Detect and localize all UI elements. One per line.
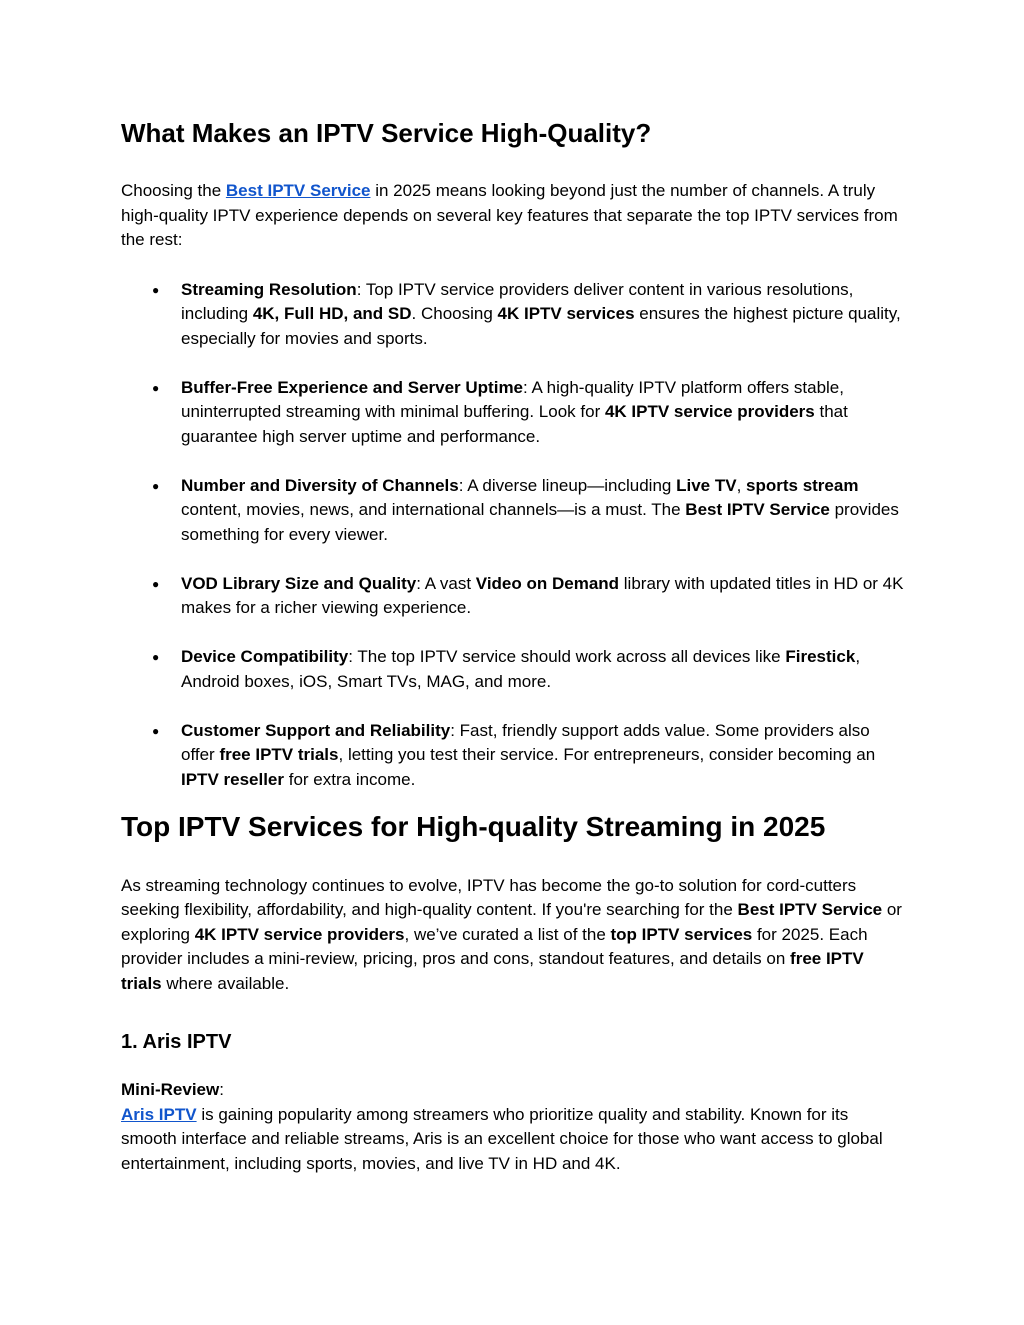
services-bold: top IPTV services (610, 924, 753, 944)
feature-item-streaming-resolution (121, 278, 907, 352)
feature-text: ensures the highest picture quality, especially for movies and sports. (181, 304, 901, 348)
aris-review-text: is gaining popularity among streamers who prioritize quality and stability. Known for its smooth interface and reliable streams, Aris is an excellent choice for those who want access to global entertainment, including sports, movies, and live TV in HD and 4K. (121, 1104, 883, 1173)
feature-text: that guarantee high server uptime and performance. (181, 402, 848, 446)
bullet-icon: ● (152, 723, 160, 738)
feature-text: , letting you test their service. For entrepreneurs, consider becoming an (338, 745, 876, 765)
feature-text: : A high-quality IPTV platform offers stable, uninterrupted streaming with minimal buffering. Look for (181, 377, 844, 422)
feature-text: , Android boxes, iOS, Smart TVs, MAG, and more. (181, 647, 861, 691)
services-bold: free IPTV trials (121, 949, 864, 993)
feature-item-buffer-free (121, 376, 907, 450)
feature-bold: 4K IPTV services (497, 304, 635, 324)
intro-text-1: Choosing the (121, 181, 226, 201)
feature-item-channels (121, 474, 907, 548)
feature-title: Number and Diversity of Channels (181, 475, 459, 495)
section-heading-top-services: Top IPTV Services for High-quality Streaming in 2025 (121, 811, 826, 843)
feature-bold: IPTV reseller (181, 769, 285, 789)
feature-title: Buffer-Free Experience and Server Uptime (181, 377, 524, 397)
feature-item-vod-library (121, 572, 907, 621)
feature-text: content, movies, news, and international channels—is a must. The (181, 500, 686, 520)
feature-text: : A diverse lineup—including (458, 475, 677, 495)
feature-text: : The top IPTV service should work across all devices like (348, 647, 786, 667)
feature-item-device-compatibility (121, 645, 907, 694)
aris-iptv-link[interactable]: Aris IPTV (121, 1104, 197, 1124)
services-bold: Best IPTV Service (737, 900, 883, 920)
feature-title: Customer Support and Reliability (181, 720, 451, 740)
feature-text: : A vast (416, 573, 476, 593)
feature-bold: Video on Demand (475, 573, 620, 593)
feature-text: : Top IPTV service providers deliver content in various resolutions, including (181, 279, 854, 324)
document-content (121, 118, 907, 1176)
bullet-icon: ● (152, 380, 160, 395)
bullet-icon: ● (152, 576, 160, 591)
services-text: for 2025. Each provider includes a mini-review, pricing, pros and cons, standout features, and details on (121, 924, 868, 969)
feature-bold: Live TV (676, 475, 737, 495)
mini-review-label: Mini-Review (121, 1080, 220, 1100)
feature-text: , (736, 475, 747, 495)
section-heading-quality: What Makes an IPTV Service High-Quality? (121, 118, 652, 148)
feature-text: : Fast, friendly support adds value. Some providers also offer (181, 720, 870, 765)
bullet-icon: ● (152, 282, 160, 297)
feature-bold: free IPTV trials (219, 745, 339, 765)
feature-text: library with updated titles in HD or 4K makes for a richer viewing experience. (181, 573, 904, 618)
feature-title: Device Compatibility (181, 647, 349, 667)
feature-bold: 4K IPTV service providers (604, 402, 815, 422)
services-text: or exploring (121, 900, 902, 944)
mini-review-colon: : (219, 1080, 224, 1100)
bullet-icon: ● (152, 650, 160, 665)
aris-review-paragraph (121, 1103, 907, 1177)
feature-title: Streaming Resolution (181, 279, 357, 299)
feature-bold: sports stream (746, 475, 859, 495)
feature-list (121, 278, 907, 793)
services-text: As streaming technology continues to evolve, IPTV has become the go-to solution for cord-cutters seeking flexibility, affordability, and high-quality content. If you're searching for the (121, 875, 857, 920)
aris-iptv-heading: 1. Aris IPTV (121, 1031, 232, 1054)
feature-bold: 4K, Full HD, and SD (252, 304, 412, 324)
feature-bold: Firestick (785, 647, 856, 667)
services-intro-paragraph (121, 874, 907, 997)
mini-review-label-line (121, 1078, 907, 1103)
feature-title: VOD Library Size and Quality (181, 573, 417, 593)
services-bold: 4K IPTV service providers (194, 924, 405, 944)
bullet-icon: ● (152, 478, 160, 493)
services-text: where available. (161, 973, 290, 993)
feature-bold: Best IPTV Service (685, 500, 830, 520)
intro-text-2: in 2025 means looking beyond just the number of channels. A truly high-quality IPTV experience depends on several key features that separate the top IPTV services from the rest: (121, 181, 898, 250)
feature-item-customer-support (121, 719, 907, 793)
services-text: , we’ve curated a list of the (404, 924, 611, 944)
intro-paragraph (121, 179, 907, 253)
feature-text: for extra income. (284, 769, 416, 789)
best-iptv-service-link[interactable]: Best IPTV Service (225, 181, 371, 201)
feature-text: . Choosing (411, 304, 498, 324)
feature-text: provides something for every viewer. (181, 500, 899, 544)
